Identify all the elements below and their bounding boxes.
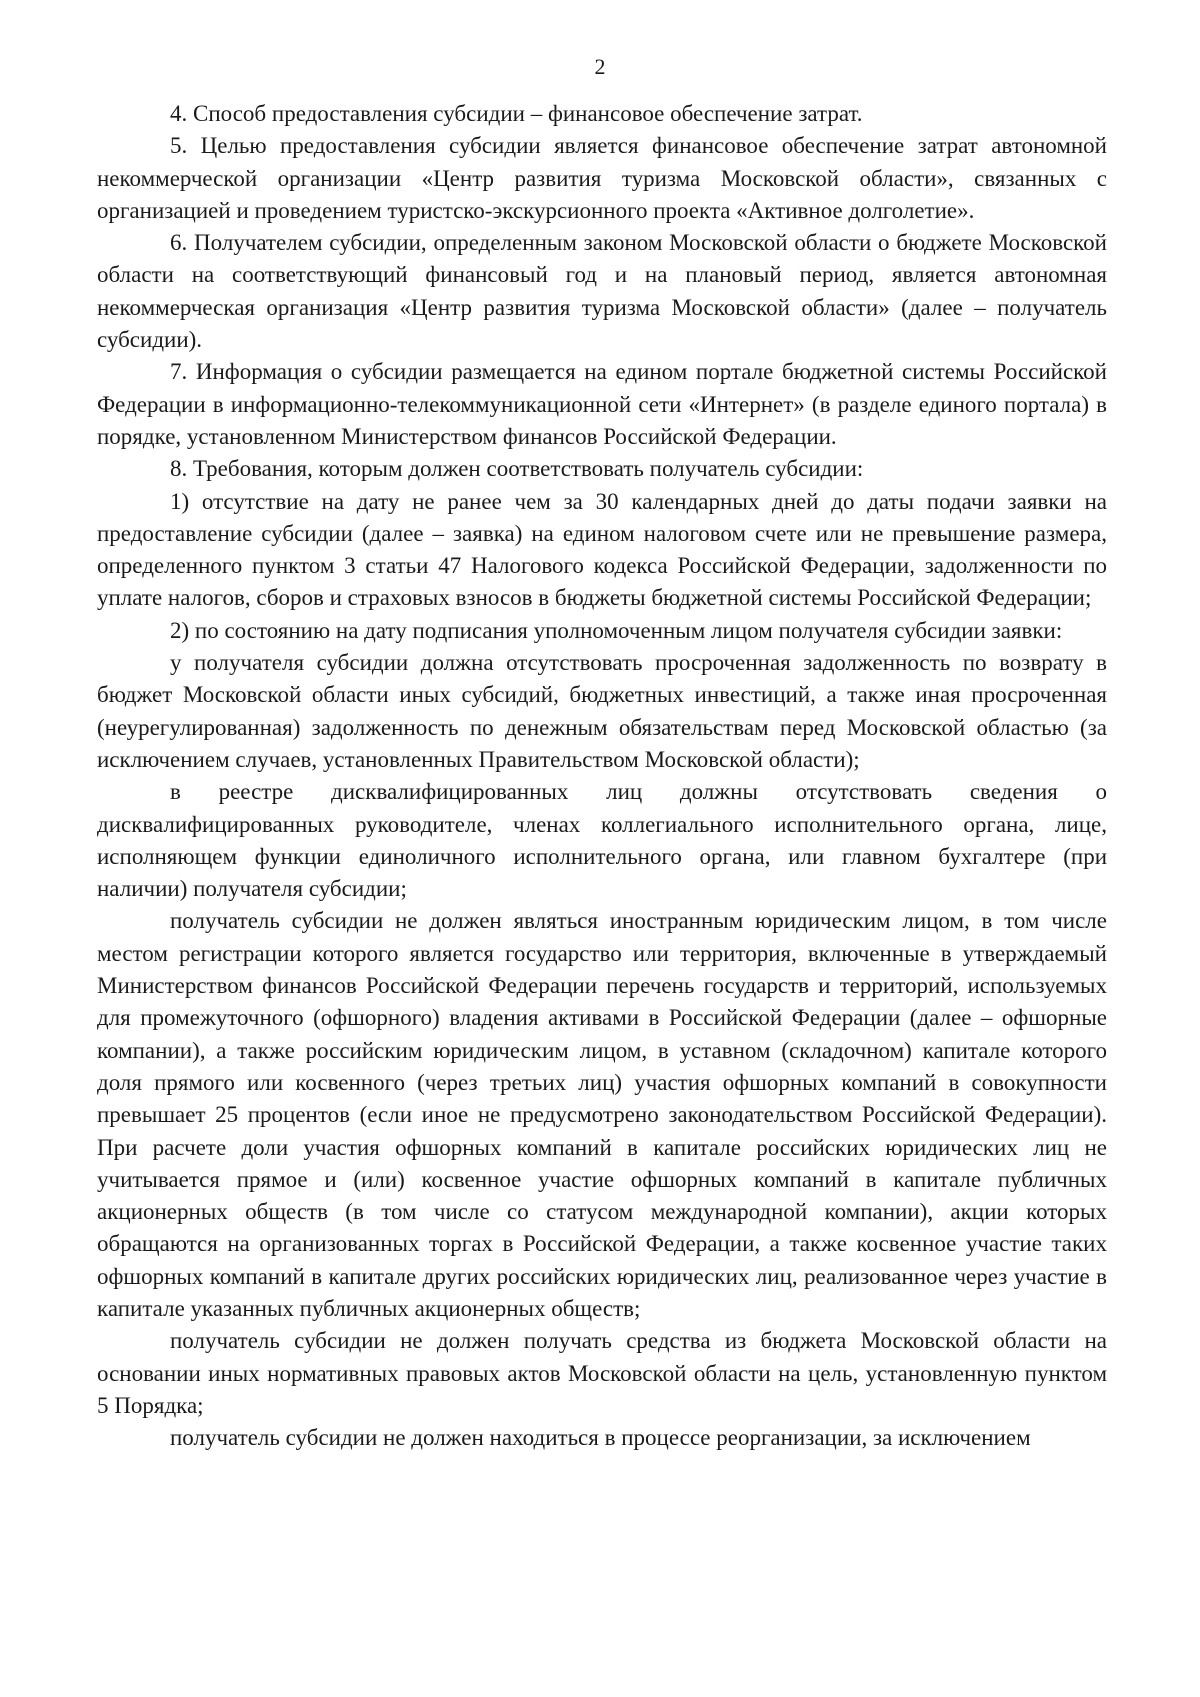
requirement-no-reorganization: получатель субсидии не должен находиться в процессе реорганизации, за исключением [170, 1425, 1031, 1451]
paragraph-8-requirements: 8. Требования, которым должен соответствовать получатель субсидии: [170, 456, 864, 482]
requirement-overdue-debt: у получателя субсидии должна отсутствовать просроченная задолженность по возврату в бюджет Московской области иных субсидий, бюджетных инвестиций, а также иная просроченная (неурегулированная) задолженность по денежным обязательствам перед Московской областью (за исключением случаев, установленных Правительством Московской области); [97, 650, 1107, 772]
requirement-2-signing-date: 2) по состоянию на дату подписания уполномоченным лицом получателя субсидии заявки: [170, 617, 1063, 643]
requirement-no-other-funds: получатель субсидии не должен получать средства из бюджета Московской области на основании иных нормативных правовых актов Московской области на цель, установленную пунктом 5 Порядка; [97, 1328, 1107, 1418]
paragraph-5-purpose: 5. Целью предоставления субсидии является финансовое обеспечение затрат автономной некоммерческой организации «Центр развития туризма Московской области», связанных с организацией и проведением туристско-экскурсионного проекта «Активное долголетие». [97, 133, 1107, 223]
paragraph-6-recipient: 6. Получателем субсидии, определенным законом Московской области о бюджете Московской области на соответствующий финансовый год и на плановый период, является автономная некоммерческая организация «Центр развития туризма Московской области» (далее – получатель субсидии). [97, 230, 1107, 353]
requirement-offshore-companies: получатель субсидии не должен являться иностранным юридическим лицом, в том числе местом регистрации которого является государство или территория, включенные в утверждаемый Министерством финансов Российской Федерации перечень государств и территорий, используемых для промежуточного (офшорного) владения активами в Российской Федерации (далее – офшорные компании), а также российским юридическим лицом, в уставном (складочном) капитале которого доля прямого или косвенного (через третьих лиц) участия офшорных компаний в совокупности превышает 25 процентов (если иное не предусмотрено законодательством Российской Федерации). При расчете доли участия офшорных компаний в капитале российских юридических лиц не учитывается прямое и (или) косвенное участие офшорных компаний в капитале публичных акционерных обществ (в том числе со статусом международной компании), акции которых обращаются на организованных торгах в Российской Федерации, а также косвенное участие таких офшорных компаний в капитале других российских юридических лиц, реализованное через участие в капитале указанных публичных акционерных обществ; [97, 908, 1107, 1321]
requirement-disqualified-persons: в реестре дисквалифицированных лиц должны отсутствовать сведения о дисквалифицированных руководителе, членах коллегиального исполнительного органа, лице, исполняющем функции единоличного исполнительного органа, или главном бухгалтере (при наличии) получателя субсидии; [97, 779, 1107, 902]
document-body [97, 98, 1107, 1454]
page-number: 2 [594, 54, 606, 79]
paragraph-4-method: 4. Способ предоставления субсидии – финансовое обеспечение затрат. [170, 101, 863, 126]
paragraph-7-information: 7. Информация о субсидии размещается на едином портале бюджетной системы Российской Федерации в информационно-телекоммуникационной сети «Интернет» (в разделе единого портала) в порядке, установленном Министерством финансов Российской Федерации. [97, 359, 1107, 449]
requirement-1-tax-debt: 1) отсутствие на дату не ранее чем за 30 календарных дней до даты подачи заявки на предоставление субсидии (далее – заявка) на едином налоговом счете или не превышение размера, определенного пунктом 3 статьи 47 Налогового кодекса Российской Федерации, задолженности по уплате налогов, сборов и страховых взносов в бюджеты бюджетной системы Российской Федерации; [97, 488, 1107, 611]
